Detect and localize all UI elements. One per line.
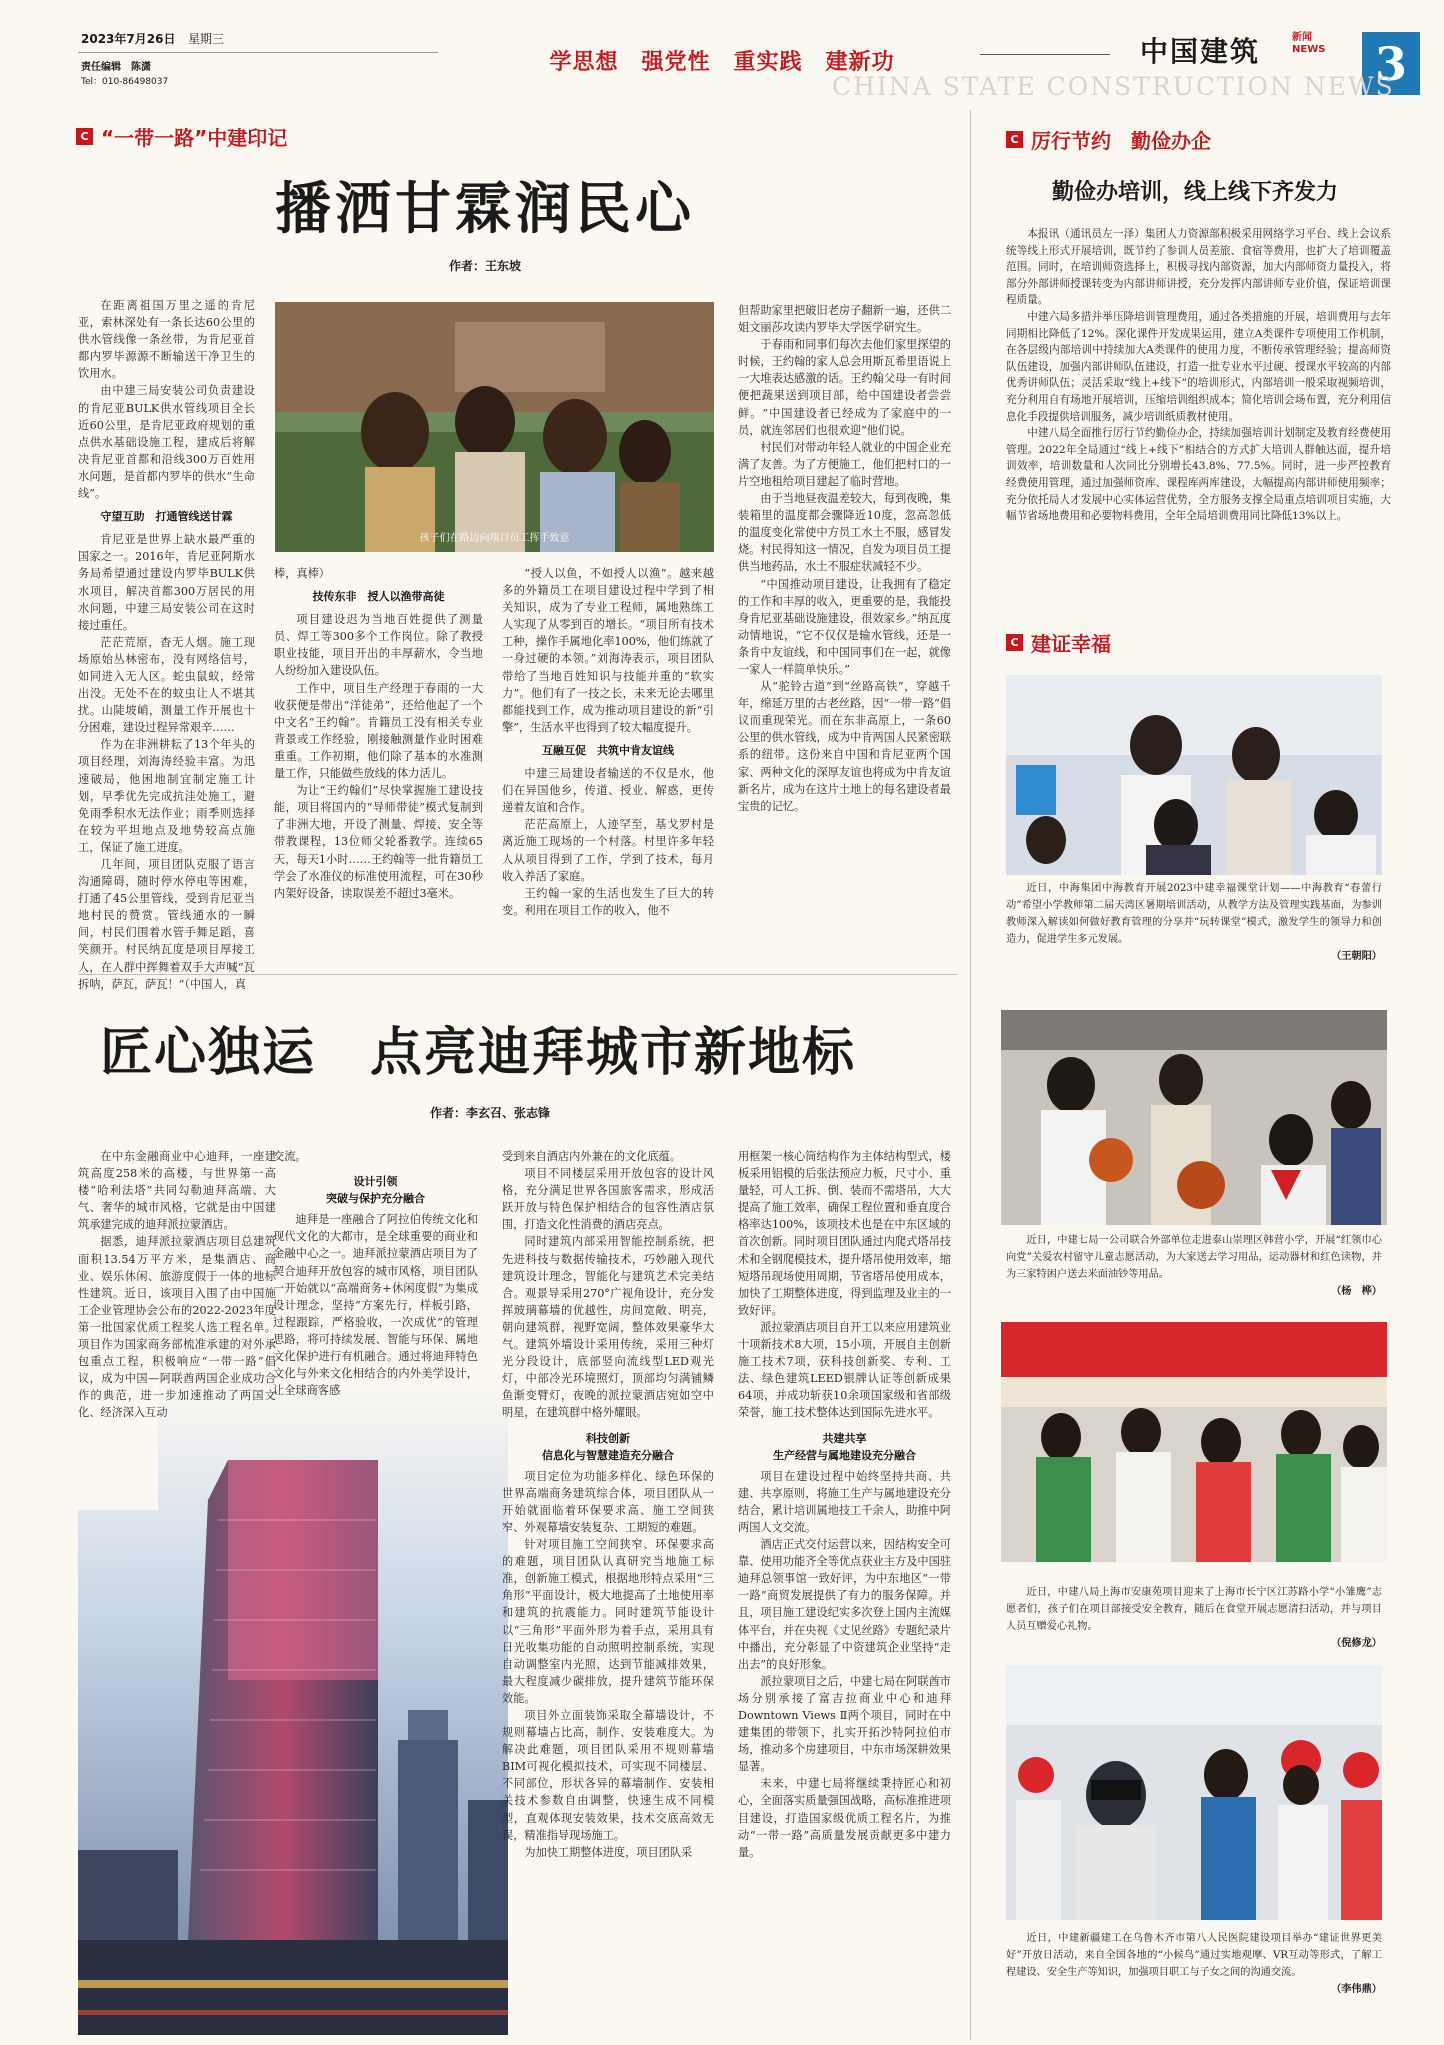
subheading: 科技创新 <box>586 1431 630 1445</box>
photo-school-donation <box>1001 1010 1387 1225</box>
section-header-thrift <box>1006 125 1211 154</box>
headline: 勤俭办培训，线上线下齐发力 <box>1051 180 1338 205</box>
caption-author: （王朝阳） <box>1331 950 1382 962</box>
paper-name-en: CHINA STATE CONSTRUCTION NEWS <box>832 72 1395 101</box>
headline: 匠心独运 点亮迪拜城市新地标 <box>100 1022 857 1083</box>
photo-volunteer-kids <box>1001 1322 1387 1562</box>
caption-author: （杨 桦） <box>1331 1285 1382 1297</box>
article-column: 本报讯（通讯员左一泽）集团人力资源部积极采用网络学习平台、线上会议系统等线上形式开展培训，既节约了参训人员差旅、食宿等费用，也扩大了培训覆盖范围。同时，在培训师资选择上，积极寻找内部资源，加大内部师资力量投入，将部分外部讲师授课转变为内部讲师讲授，充分发挥内部讲师专业价值，保证培训课程质量。 中建六局多措并举压降培训管理费用，通过各类措施的开展，培训费用与去年同期相比降低了12%。深化课件开发成果运用，建立A类课件专项使用工作机制，在各层级内部培训中持续加大A类课件的使用力度，不断传承管理经验；提高师资队伍建设，加强内部讲师队伍建设，打造一批专业水平过硬、授课水平较高的内部优秀讲师队伍；灵活采取“线上+线下”的培训形式，内部培训一般采取视频培训，充分利用自有场地开展培训，压缩培训组织成本；简化培训会场布置，充分利用信息化手段提供培训服务，减少培训纸质教材使用。 中建八局全面推行厉行节约勤俭办企，持续加强培训计划制定及教育经费使用管理。2022年全局通过“线上+线下”相结合的方式扩大培训人群触达面，提升培训效率，培训数量和人次同比分别增长43.8%、77.5%。同时，进一步严控教育经费使用管理，通过加强师资库、课程库两库建设，大幅提高内部讲师使用频率；充分依托局人才发展中心实体运营优势，全方服务支撑全局重点培训项目实施，大幅节省场地费用和必要物料费用，全年全局培训费用同比降低13%以上。 <box>1006 228 1391 523</box>
section-badge: C <box>76 128 93 145</box>
subheading: 设计引领 <box>353 1175 398 1189</box>
section-badge: C <box>1006 634 1023 651</box>
caption-author: （倪修龙） <box>1331 1637 1382 1649</box>
article-column: 在中东金融商业中心迪拜，一座建筑高度258米的高楼，与世界第一高楼“哈利法塔”共同勾勒迪拜高端、大气、奢华的城市风格，它就是由中国建筑承建完成的迪拜派拉蒙酒店。 据悉，迪拜派拉蒙酒店项目总建筑面积13.54万平方米，是集酒店、商业、娱乐休闲、旅游度假于一体的地标性建筑。近日，该项目入围了由中国施工企业管理协会公布的2022-2023年度第一批国家优质工程奖人选工程名单。项目作为国家商务部梳准承建的对外承包重点工程，积极响应“一带一路”倡议，成为中国—阿联酋两国企业成功合作的典范，进一步加速推动了两国文化、经济深入互动 <box>78 1150 276 1420</box>
photo-caption: 孩子们在路边向项目员工挥手致意 <box>419 533 570 544</box>
article-column: 但帮助家里把破旧老房子翻新一遍，还供二姐文丽莎攻读内罗毕大学医学研究生。 于春雨和同事们每次去他们家里探望的时候，王约翰的家人总会用斯瓦希里语说上一大堆表达感激的话。王约翰父母一有时间便把蔬果送到项目部，给中国建设者尝尝鲜。“中国建设者已经成为了家庭中的一员，就连邻居们也很欢迎”他们说。 村民们对带动年轻人就业的中国企业充满了友善。为了方便施工，他们把村口的一片空地租给项目建起了临时营地。 由于当地昼夜温差较大，每到夜晚，集装箱里的温度都会骤降近10度，忽高忽低的温度变化常使中方员工水土不服，感冒发烧。村民得知这一情况，自发为项目员工提供当地药品，水土不服症状减轻不少。 “中国推动项目建设，让我拥有了稳定的工作和丰厚的收入，更重要的是，我能投身肯尼亚基础设施建设，很效家乡。”纳瓦度动情地说，“它不仅仅是输水管线，还是一条肯中友谊线，和中国同事们在一起，就像一家人一样简单快乐。” 从“驼铃古道”到“丝路高铁”，穿越千年，绵延万里的古老丝路，因“一带一路”倡议而重现荣光。而在东非高原上，一条60公里的供水管线，成为中肯两国人民紧密联系的纽带。这份来自中国和肯尼亚两个国家、两种文化的深厚友谊也将成为中肯友谊新名片，成为在这片土地上的每名建设者最宝贵的记忆。 <box>738 304 951 813</box>
photo-kenya-children <box>275 302 714 552</box>
section-title: 厉行节约 勤俭办企 <box>1031 129 1211 153</box>
photo-caption: 近日，中建七局一公司联合外部单位走进泰山崇理区韩营小学，开展“红领巾心向党”关爱农村留守儿童志愿活动，为大家送去学习用品，运动器材和红色读物，并为三家特困户送去米面油钞等用品。 （杨 桦） <box>1006 1232 1382 1300</box>
section-title: “一带一路”中建印记 <box>101 126 288 150</box>
header-slogan: 学思想 强党性 重实践 建新功 <box>549 50 895 75</box>
article-column: 受到来自酒店内外兼在的文化底蕴。 项目不同楼层采用开放包容的设计风格，充分满足世界各国旅客需求，形成活跃开放与特色保护相结合的包容性酒店氛围，打造文化性消费的酒店亮点。 同时建筑内部采用智能控制系统，把先进科技与数据传输技术，巧妙融入现代建筑设计理念，智能化与建筑艺术完美结合。观景导采用270°广视角设计，充分发挥玻璃幕墙的优越性，房间宽敞、明亮，朝向建筑群，视野宽阔，整体效果豪华大气。建筑外墙设计采用传统，采用三种灯光分段设计，底部竖向流线型LED观光灯，中部冷光环境照灯，顶部均匀满铺鳞鱼渐变臂灯，夜晚的派拉蒙酒店宛如空中明星，在建筑群中格外耀眼。 科技创新 信息化与智慧建造充分融合 项目定位为功能多样化、绿色环保的世界高端商务建筑综合体，项目团队从一开始就面临着环保要求高、施工空间狭窄、外观幕墙安装复杂、工期短的难题。 针对项目施工空间狭窄、环保要求高的难题，项目团队认真研究当地施工标准，创新施工模式，根据地形特点采用“三角形”平面设计，极大地提高了土地使用率和建筑的抗震能力。同时建筑节能设计以“三角形”平面外形为着手点，采用具有日光收集功能的自动照明控制系统，实现自动调整室内光照，达到节能减排效果，最大程度减少碳排放，提升建筑节能环保效能。 项目外立面装饰采取全幕墙设计，不规则幕墙占比高，制作、安装难度大。为解决此难题，项目团队采用不规则幕墙BIM可视化模拟技术，可实现不同楼层、不同部位，形状各异的幕墙制作、安装相关技术参数自由调整，快速生成不同模型，直观体现安装效果，技术交底高效无误，精准指导现场施工。 为加快工期整体进度，项目团队采 <box>502 1150 714 1859</box>
editor-label: 责任编辑 陈潇 <box>81 62 151 73</box>
section-title: 建证幸福 <box>1031 632 1111 656</box>
subheading: 守望互助 打通管线送甘霖 <box>100 510 233 524</box>
photo-caption: 近日，中海集团中海教育开展2023中建幸福课堂计划——中海教育“春蕾行动”希望小学教师第二届天湾区暑期培训活动，从教学方法及管理实践基面，为参训教师深入解读如何做好教育管理的分享并“玩转课堂”模式，激发学生的领导力和创造力，促进学生多元发展。 （王朝阳） <box>1006 880 1382 965</box>
section-header-happiness <box>1006 628 1111 657</box>
paper-name: 中国建筑 <box>1140 35 1261 68</box>
subheading: 生产经营与属地建设充分融合 <box>773 1448 916 1462</box>
photo-caption: 近日，中建八局上海市安康苑项目迎来了上海市长宁区江苏路小学“小雏鹰”志愿者们，孩子们在项目部接受安全教育，随后在食堂开展志愿清扫活动，并与项目人员互赠爱心礼物。 （倪修龙） <box>1006 1584 1382 1652</box>
subheading: 信息化与智慧建造充分融合 <box>542 1448 674 1462</box>
subheading: 互融互促 共筑中肯友谊线 <box>542 743 674 757</box>
tel-label: Tel：010-86498037 <box>81 77 169 87</box>
column-divider <box>970 110 971 2040</box>
headline: 播洒甘霖润民心 <box>275 176 695 242</box>
subheading: 共建共享 <box>822 1431 867 1445</box>
paper-news: 新闻 NEWS <box>1292 32 1326 55</box>
section-badge: C <box>1006 131 1023 148</box>
header-rule <box>78 52 438 53</box>
article-column: “授人以鱼，不如授人以渔”。越来越多的外籍员工在项目建设过程中学到了相关知识，成为了专业工程师，属地熟练工人实现了从零到百的增长。“项目所有技术工种，操作手属地化率100%，他们练就了一身过硬的本领。”刘海涛表示，项目团队带给了当地百姓知识与技能并重的“软实力”。他们有了一技之长，未来无论去哪里都能找到工作，成为推动项目建设的新“引擎”，生活水平也得到了较大幅度提升。 互融互促 共筑中肯友谊线 中建三局建设者输送的不仅是水，他们在异国他乡，传道、授业、解惑，更传递着友谊和合作。 茫茫高原上，人迹罕至，基戈罗村是离近施工现场的一个村落。村里许多年轻人从项目得到了工作，学到了技术，每月收入养活了家庭。 王约翰一家的生活也发生了巨大的转变。利用在项目工作的收入，他不 <box>502 567 714 917</box>
article-column: 用框架一核心筒结构作为主体结构型式，楼板采用铝模的后张法预应力板，尺寸小、重量轻，可人工拆、倒、装而不需塔吊，大大提高了施工效率，确保工程位置和垂直度合格率达100%，该项技术也是在中东区域的首次创新。同时项目团队通过内爬式塔吊技术和全钢爬模技术，提升塔吊使用效率，缩短塔吊现场使用周期，节省塔吊使用成本，加快了工期整体进度，得到监理及业主的一致好评。 派拉蒙酒店项目自开工以来应用建筑业十项新技术8大项，15小项，开展自主创新施工技术7项，获科技创新奖、专利、工法、绿色建筑LEED银牌认证等创新成果64项，并成功斩获10余项国家级和省部级荣誉，施工技术整体达到国际先进水平。 共建共享 生产经营与属地建设充分融合 项目在建设过程中始终坚持共商、共建、共享原则，将施工生产与属地建设充分结合，累计培训属地技工千余人，助推中阿两国人文交流。 酒店正式交付运营以来，因结构安全可靠、使用功能齐全等优点获业主方及中国驻迪拜总领事馆一致好评，为中东地区“一带一路”商贸发展提供了有力的服务保障。并且，项目施工建设纪实多次登上国内主流媒体平台，并在央视《丈见丝路》专题纪录片中播出，充分彰显了中资建筑企业坚持“走出去”的良好形象。 派拉蒙项目之后，中建七局在阿联酋市场分别承接了富吉拉商业中心和迪拜Downtown Views Ⅱ两个项目，同时在中建集团的带领下，扎实开拓沙特阿拉伯市场，推动多个房建项目，中东市场深耕效果显著。 未来，中建七局将继续秉持匠心和初心，全面落实质量强国战略，高标准推进项目建设，打造国家级优质工程名片，为推动“一带一路”高质量发展贡献更多中建力量。 <box>738 1150 951 1859</box>
photo-teacher-training <box>1006 675 1382 875</box>
masthead-date: 2023年7月26日 星期三 <box>81 32 225 46</box>
photo-caption: 近日，中建新疆建工在乌鲁木齐市第八人民医院建设项目举办“建证世界更美好”开放日活动，来自全国各地的“小候鸟”通过实地观摩、VR互动等形式，了解工程建设、安全生产等知识，加强项目职工与子女之间的沟通交流。 （李伟鼎） <box>1006 1930 1382 1998</box>
subheading: 技传东非 授人以渔带高徒 <box>312 590 445 604</box>
byline: 作者：李玄召、张志锋 <box>429 1106 550 1120</box>
photo-illustration <box>275 302 714 552</box>
article-column: 棒，真棒） 技传东非 授人以渔带高徒 项目建设迟为当地百姓提供了测量员、焊工等300多个工作岗位。除了教授职业技能，项目开出的丰厚薪水，令当地人纷纷加入建设队伍。 工作中，项目生产经理于春雨的一大收获便是带出“洋徒弟”，还给他起了一个中文名“王约翰”。肯籍员工没有相关专业背景或工作经验，刚接触测量作业时困难重重。工作初期，他们除了基本的水准测量工作，只能做些放线的体力活儿。 为让“王约翰们”尽快掌握施工建设技能，项目将国内的“导师带徒”模式复制到了非洲大地，开设了测量、焊接、安全等带教课程，13位师父轮番教学。连续65天，每天1小时……王约翰等一批肯籍员工学会了水准仪的标准使用流程，可在30秒内架好设备，读取误差不超过3毫米。 <box>274 567 483 900</box>
section-header-belt-road <box>76 122 287 151</box>
caption-author: （李伟鼎） <box>1331 1983 1382 1995</box>
header-rule-right <box>980 54 1110 55</box>
page-number-box: 3 <box>1362 32 1420 95</box>
byline: 作者：王东坡 <box>448 259 521 273</box>
article-column: 交流。 设计引领 突破与保护充分融合 迪拜是一座融合了阿拉伯传统文化和现代文化的大都市，是全球重要的商业和金融中心之一。迪拜派拉蒙酒店项目为了契合迪拜开放包容的城市风格，项目团队一开始就以“高端商务+休闲度假”为集成设计理念，坚持“方案先行，样板引路，过程跟踪，严格验收，一次成优”的管理思路，将可持续发展、智能与环保、属地文化保护进行有机融合。通过将迪拜特色文化与外来文化相结合的内外美学设计，让全球商客感 <box>273 1150 478 1398</box>
article-divider <box>78 974 958 975</box>
article-column: 在距离祖国万里之遥的肯尼亚，索林深处有一条长达60公里的供水管线像一条丝带，为肯尼亚首都内罗毕源源不断输送干净卫生的饮用水。 由中建三局安装公司负责建设的肯尼亚BULK供水管线项目全长近60公里，是肯尼亚政府规划的重点供水基础设施工程，建成后将解决肯尼亚首都和沿线300万百姓用水问题，是首都内罗毕的供水“生命线”。 守望互助 打通管线送甘霖 肯尼亚是世界上缺水最严重的国家之一。2016年，肯尼亚阿斯水务局希望通过建设内罗毕BULK供水项目，解决首都300万居民的用水问题，中建三局安装公司在这时接过重任。 茫茫荒原，杳无人烟。施工现场原始丛林密布，没有网络信号，如同进入无人区。蛇虫鼠蚁，经常出没。无处不在的蚊虫让人不堪其扰。山陡坡峭，测量工作开展也十分困难，建设过程异常艰辛…… 作为在非洲耕耘了13个年头的项目经理，刘海涛经验丰富。为迅速破局，他困地制宜制定施工计划，早季优先完成抗洼处施工，避免雨季积水无法作业；雨季则选择在较为平坦地点及地势较高点施工，保证了施工进度。 几年间，项目团队克服了语言沟通障碍，随时停水停电等困难，打通了45公里管线，受到肯尼亚当地村民的赞赏。管线通水的一瞬间，村民们围着水管手舞足蹈，喜笑颜开。村民纳瓦度是项目厚接工人，在人群中挥舞着双手大声喊“瓦拆呐，萨瓦，萨瓦！”（中国人，真 <box>78 299 255 991</box>
photo-dubai-building <box>78 1380 508 2035</box>
subheading: 突破与保护充分融合 <box>326 1192 425 1206</box>
photo-vr-open-day <box>1006 1665 1382 1920</box>
